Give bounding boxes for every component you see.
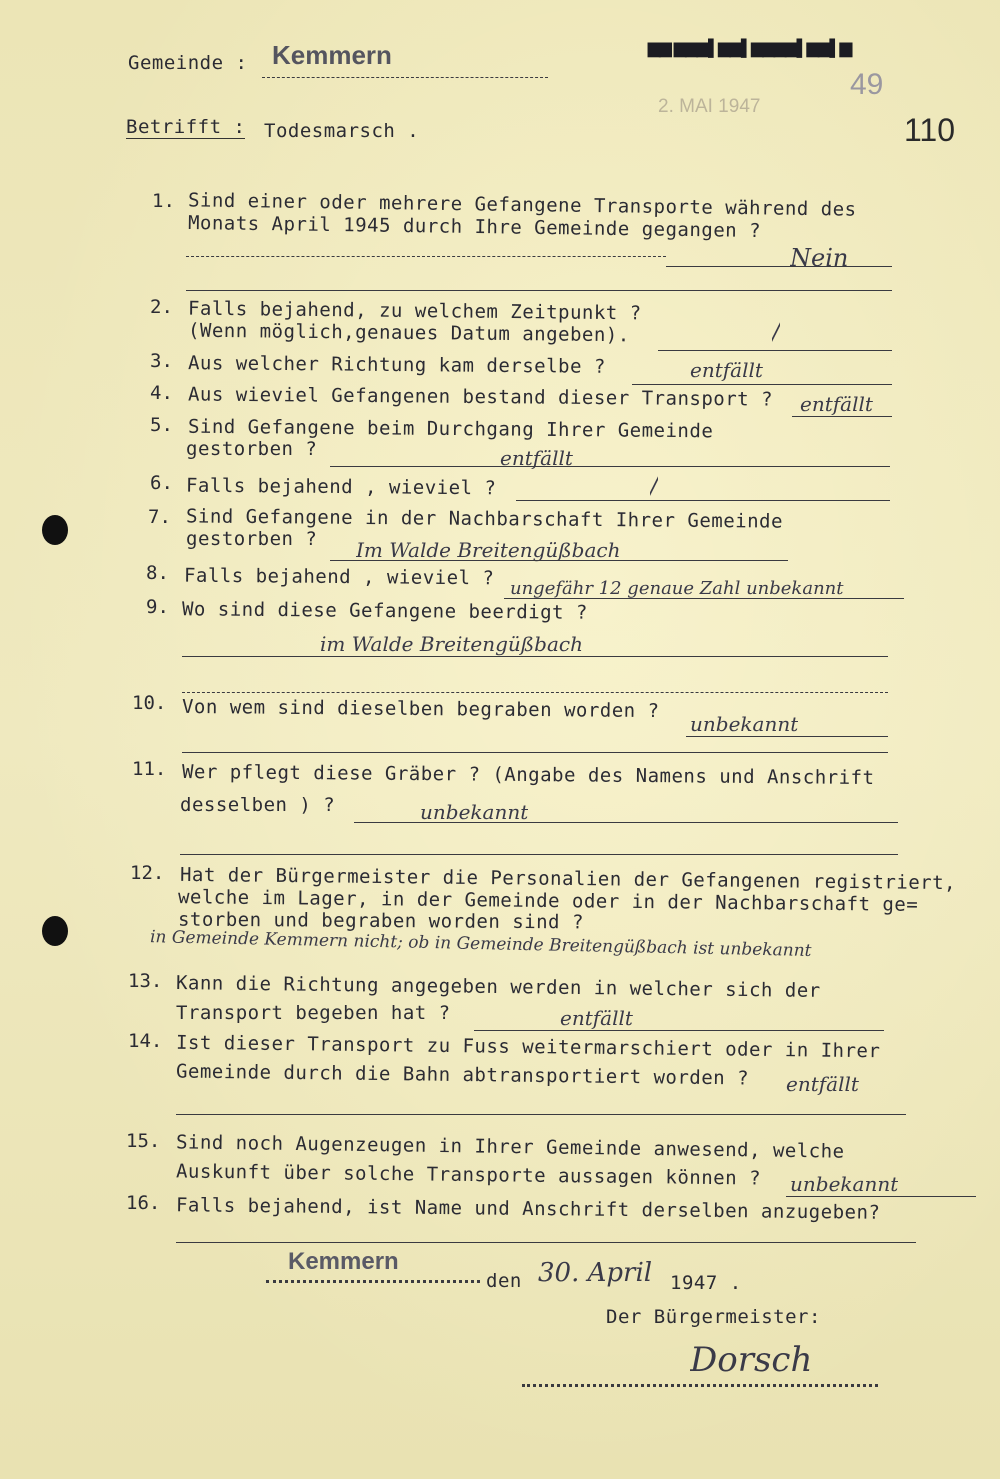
question-number: 13. — [128, 970, 163, 992]
signature: Dorsch — [690, 1340, 813, 1380]
question-number: 16. — [126, 1192, 161, 1214]
question-number: 8. — [146, 562, 169, 584]
den-label: den — [486, 1270, 522, 1292]
question-number: 11. — [132, 758, 167, 780]
received-date-stamp: 2. MAI 1947 — [658, 96, 761, 117]
question-number: 9. — [146, 596, 169, 618]
question-text: Falls bejahend , wieviel ? — [183, 564, 495, 590]
question-text: Monats April 1945 durch Ihre Gemeinde gegangen ? — [187, 212, 762, 242]
year-text: 1947 . — [670, 1272, 742, 1294]
answer-line — [658, 350, 892, 351]
signer-title: Der Bürgermeister: — [606, 1306, 821, 1328]
answer-line — [666, 266, 892, 267]
answer-line — [632, 384, 892, 385]
question-text: Transport begeben hat ? — [176, 1002, 451, 1024]
question-text: Gemeinde durch die Bahn abtransportiert worden ? — [175, 1060, 750, 1090]
answer-line — [182, 656, 888, 657]
answer-line — [686, 736, 888, 737]
question-text: welche im Lager, in der Gemeinde oder in der Nachbarschaft ge= — [177, 886, 919, 916]
question-text: Falls bejahend, zu welchem Zeitpunkt ? — [187, 297, 642, 325]
answer-line — [182, 752, 888, 753]
question-number: 7. — [148, 506, 171, 528]
answer-line — [186, 256, 666, 257]
answer-line — [180, 854, 898, 855]
redacted-stamp: ▆▆ ▆▆▆▌▆▆▌▆▆▆▆▌▆▆▌▆ — [648, 40, 852, 57]
answer-line — [176, 1114, 906, 1115]
punch-hole-bottom — [42, 916, 68, 946]
signature-dotted-line — [522, 1384, 878, 1387]
handwritten-answer: / — [772, 318, 781, 346]
question-number: 14. — [128, 1030, 163, 1052]
handwritten-answer: im Walde Breitengüßbach — [320, 632, 583, 656]
handwritten-answer: entfällt — [800, 392, 873, 416]
question-text: Sind Gefangene in der Nachbarschaft Ihrer Gemeinde — [185, 505, 784, 533]
answer-line — [792, 416, 892, 417]
handwritten-answer: entfällt — [786, 1072, 859, 1096]
question-text: Auskunft über solche Transporte aussagen können ? — [175, 1160, 762, 1190]
answer-line — [516, 500, 890, 501]
question-number: 12. — [130, 862, 165, 884]
handwritten-answer: ungefähr 12 genaue Zahl unbekannt — [510, 578, 844, 599]
place-stamp: Kemmern — [288, 1248, 399, 1275]
question-text: Wer pflegt diese Gräber ? (Angabe des Namens und Anschrift — [181, 760, 875, 790]
answer-line — [182, 692, 888, 693]
question-number: 5. — [150, 414, 173, 436]
question-text: Hat der Bürgermeister die Personalien der Gefangenen registriert, — [179, 863, 957, 895]
question-number: 6. — [150, 472, 173, 494]
handwritten-answer: entfällt — [500, 446, 573, 470]
question-number: 2. — [150, 296, 173, 318]
question-text: Sind einer oder mehrere Gefangene Transporte während des — [187, 189, 857, 221]
handwritten-answer: / — [650, 472, 659, 500]
question-text: Wo sind diese Gefangene beerdigt ? — [181, 598, 589, 624]
handwritten-answer: in Gemeinde Kemmern nicht; ob in Gemeinde Breitengüßbach ist unbekannt — [149, 927, 812, 962]
question-number: 10. — [132, 692, 167, 714]
handwritten-answer: unbekannt — [690, 712, 799, 736]
handwritten-answer: Nein — [790, 244, 849, 272]
answer-line — [176, 1242, 916, 1243]
page-number: 110 — [904, 112, 956, 148]
question-text: Von wem sind dieselben begraben worden ? — [181, 695, 660, 723]
question-number: 1. — [152, 190, 175, 212]
question-text: Sind Gefangene beim Durchgang Ihrer Gemeinde — [187, 415, 714, 443]
question-text: Aus welcher Richtung kam derselbe ? — [187, 352, 606, 378]
question-text: Aus wieviel Gefangenen bestand dieser Transport ? — [187, 383, 774, 411]
gemeinde-underline — [262, 77, 548, 78]
question-text: Sind noch Augenzeugen in Ihrer Gemeinde anwesend, welche — [175, 1131, 845, 1163]
question-text: Falls bejahend, ist Name und Anschrift derselben anzugeben? — [175, 1194, 881, 1224]
answer-line — [474, 1030, 884, 1031]
betrifft-label: Betrifft : — [126, 116, 246, 138]
question-text: Falls bejahend , wieviel ? — [185, 474, 497, 500]
question-number: 3. — [150, 350, 173, 372]
handwritten-answer: Im Walde Breitengüßbach — [356, 538, 621, 562]
gemeinde-label: Gemeinde : — [128, 52, 248, 74]
handwritten-answer: unbekannt — [790, 1172, 899, 1196]
page-number-faint: 49 — [850, 68, 884, 101]
place-dotted-line — [266, 1280, 480, 1283]
answer-line — [786, 1196, 976, 1197]
answer-line — [186, 290, 892, 291]
handwritten-answer: unbekannt — [420, 800, 529, 824]
answer-line — [354, 822, 898, 823]
answer-line — [330, 560, 788, 561]
handwritten-answer: entfällt — [690, 358, 763, 382]
question-text: Ist dieser Transport zu Fuss weitermarschiert oder in Ihrer — [175, 1031, 881, 1063]
answer-line — [504, 598, 904, 599]
question-text: gestorben ? — [186, 438, 318, 460]
handwritten-answer: entfällt — [560, 1006, 633, 1030]
question-text: gestorben ? — [186, 528, 318, 550]
answer-line — [330, 466, 890, 467]
question-text: Kann die Richtung angegeben werden in welcher sich der — [175, 972, 821, 1002]
question-text: (Wenn möglich,genaues Datum angeben). — [187, 319, 630, 347]
betrifft-value: Todesmarsch . — [264, 120, 420, 142]
punch-hole-top — [42, 515, 68, 545]
question-text: desselben ) ? — [180, 794, 336, 816]
question-text: storben und begraben worden sind ? — [177, 908, 585, 934]
question-number: 15. — [126, 1130, 161, 1152]
gemeinde-stamp: Kemmern — [272, 40, 392, 70]
question-number: 4. — [150, 382, 173, 404]
handwritten-date: 30. April — [538, 1258, 653, 1288]
